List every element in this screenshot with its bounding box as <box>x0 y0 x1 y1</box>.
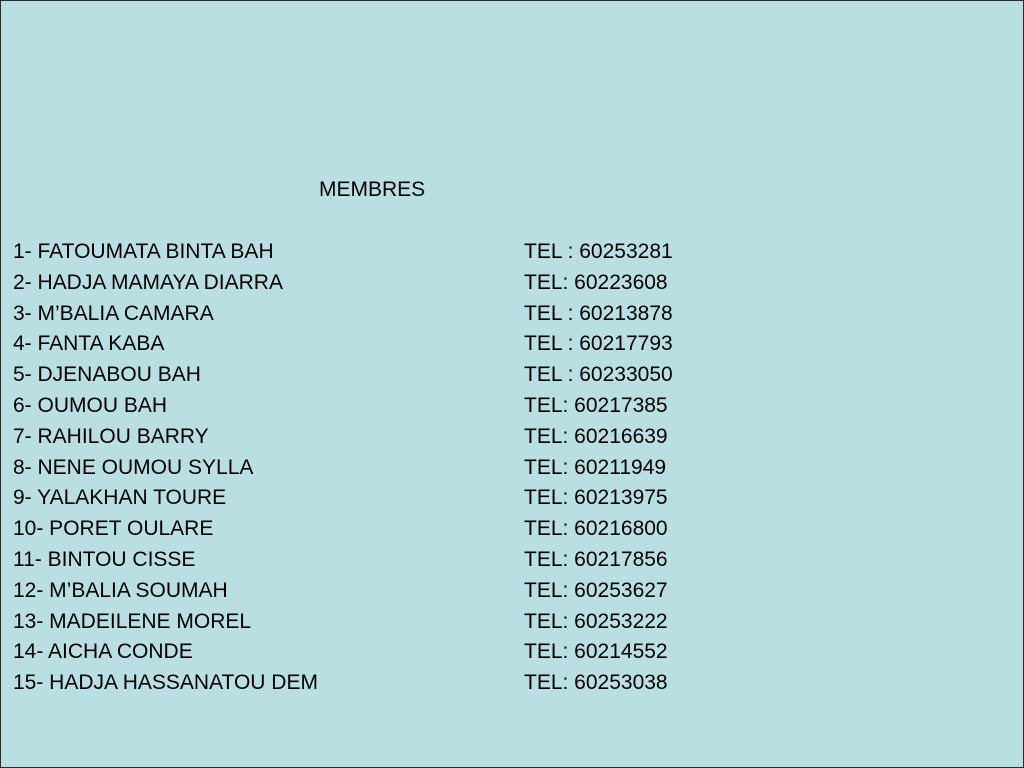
member-phone: TEL : 60213878 <box>524 301 673 325</box>
member-phone: TEL: 60216800 <box>524 517 668 541</box>
member-name: 15- HADJA HASSANATOU DEM <box>13 671 318 695</box>
member-phone: TEL : 60217793 <box>524 332 673 356</box>
member-phone: TEL: 60213975 <box>524 486 668 510</box>
member-phone: TEL: 60253222 <box>524 609 668 633</box>
member-phone: TEL: 60223608 <box>524 270 668 294</box>
member-name: 5- DJENABOU BAH <box>13 363 201 387</box>
member-name: 3- M’BALIA CAMARA <box>13 301 214 325</box>
member-name: 10- PORET OULARE <box>13 517 214 541</box>
member-phone: TEL: 60217385 <box>524 393 668 417</box>
member-name: 9- YALAKHAN TOURE <box>13 486 227 510</box>
member-name: 8- NENE OUMOU SYLLA <box>13 455 254 479</box>
member-name: 4- FANTA KABA <box>13 332 165 356</box>
member-name: 2- HADJA MAMAYA DIARRA <box>13 270 283 294</box>
member-phone: TEL: 60253038 <box>524 671 668 695</box>
member-name: 11- BINTOU CISSE <box>13 547 196 571</box>
member-phone: TEL: 60214552 <box>524 640 668 664</box>
member-phone: TEL: 60217856 <box>524 547 668 571</box>
member-phone: TEL : 60253281 <box>524 240 673 263</box>
slide-title: MEMBRES <box>319 178 426 201</box>
member-name: 14- AICHA CONDE <box>13 640 193 664</box>
member-name: 6- OUMOU BAH <box>13 393 168 417</box>
member-name: 13- MADEILENE MOREL <box>13 609 252 633</box>
member-phone: TEL: 60211949 <box>524 455 667 479</box>
member-name: 12- M’BALIA SOUMAH <box>13 578 228 602</box>
member-name: 7- RAHILOU BARRY <box>13 424 209 448</box>
member-name: 1- FATOUMATA BINTA BAH <box>13 240 274 263</box>
member-phone: TEL : 60233050 <box>524 363 673 387</box>
member-phone: TEL: 60253627 <box>524 578 668 602</box>
member-phone: TEL: 60216639 <box>524 424 668 448</box>
